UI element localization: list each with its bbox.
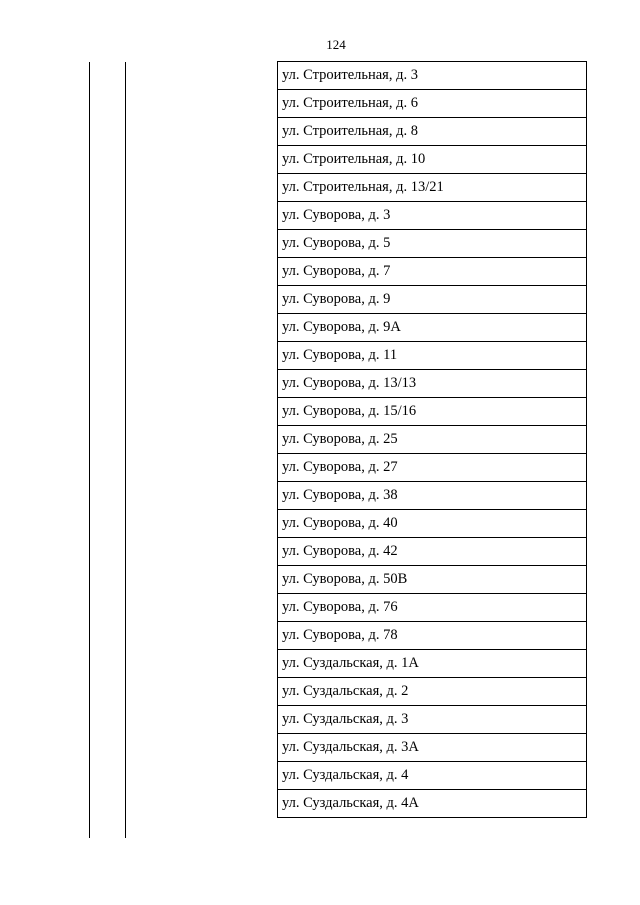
table-row	[278, 146, 587, 174]
table-row	[278, 566, 587, 594]
table-row	[278, 398, 587, 426]
address-cell: ул. Суворова, д. 11	[278, 342, 587, 370]
table-row	[278, 314, 587, 342]
address-cell: ул. Суворова, д. 25	[278, 426, 587, 454]
table-row	[278, 678, 587, 706]
table-row	[278, 258, 587, 286]
address-cell: ул. Суздальская, д. 4	[278, 762, 587, 790]
table-row	[278, 202, 587, 230]
address-cell: ул. Суворова, д. 76	[278, 594, 587, 622]
table-row	[278, 650, 587, 678]
table-row	[278, 90, 587, 118]
table-column-border-left	[89, 62, 90, 838]
address-cell: ул. Суворова, д. 42	[278, 538, 587, 566]
table-row	[278, 482, 587, 510]
table-row	[278, 706, 587, 734]
table-row	[278, 622, 587, 650]
address-cell: ул. Суворова, д. 38	[278, 482, 587, 510]
address-cell: ул. Суздальская, д. 4А	[278, 790, 587, 818]
address-cell: ул. Строительная, д. 6	[278, 90, 587, 118]
page-number: 124	[326, 37, 346, 52]
table-row	[278, 454, 587, 482]
address-cell: ул. Строительная, д. 10	[278, 146, 587, 174]
table-row	[278, 286, 587, 314]
address-cell: ул. Суворова, д. 40	[278, 510, 587, 538]
address-cell: ул. Суворова, д. 15/16	[278, 398, 587, 426]
address-cell: ул. Суздальская, д. 2	[278, 678, 587, 706]
address-cell: ул. Суворова, д. 50В	[278, 566, 587, 594]
table-row	[278, 426, 587, 454]
table-row	[278, 538, 587, 566]
address-cell: ул. Суворова, д. 7	[278, 258, 587, 286]
address-cell: ул. Строительная, д. 8	[278, 118, 587, 146]
address-cell: ул. Суворова, д. 13/13	[278, 370, 587, 398]
address-cell: ул. Суворова, д. 3	[278, 202, 587, 230]
address-cell: ул. Суворова, д. 78	[278, 622, 587, 650]
table-row	[278, 370, 587, 398]
table-row	[278, 230, 587, 258]
table-row	[278, 174, 587, 202]
address-table	[277, 61, 587, 818]
address-cell: ул. Суворова, д. 9	[278, 286, 587, 314]
address-cell: ул. Строительная, д. 13/21	[278, 174, 587, 202]
table-column-border-middle	[125, 62, 126, 838]
table-row	[278, 342, 587, 370]
table-row	[278, 62, 587, 90]
table-row	[278, 118, 587, 146]
table-row	[278, 594, 587, 622]
table-row	[278, 762, 587, 790]
address-cell: ул. Суздальская, д. 3	[278, 706, 587, 734]
table-row	[278, 790, 587, 818]
address-cell: ул. Суворова, д. 9А	[278, 314, 587, 342]
address-cell: ул. Суворова, д. 5	[278, 230, 587, 258]
address-cell: ул. Суздальская, д. 3А	[278, 734, 587, 762]
address-cell: ул. Строительная, д. 3	[278, 62, 587, 90]
address-cell: ул. Суворова, д. 27	[278, 454, 587, 482]
table-row	[278, 510, 587, 538]
table-row	[278, 734, 587, 762]
address-cell: ул. Суздальская, д. 1А	[278, 650, 587, 678]
